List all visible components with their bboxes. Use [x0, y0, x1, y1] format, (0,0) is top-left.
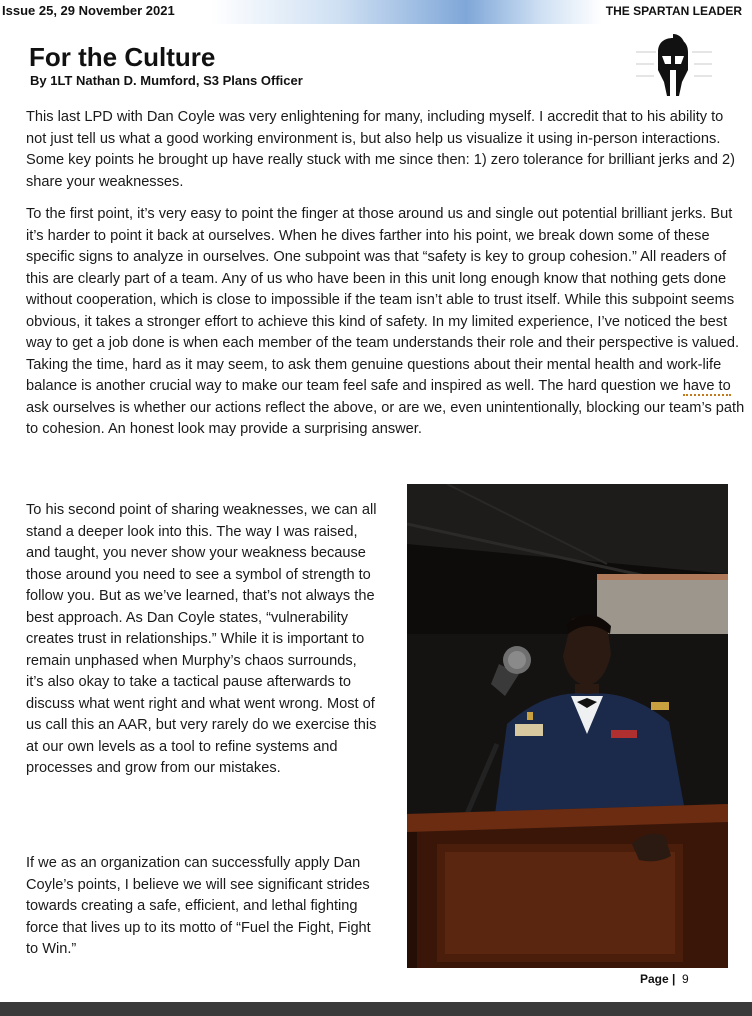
paragraph-2-part-b: ask ourselves is whether our actions reflect the above, or are we, even unintentionally, blocking our team’s path to cohesion. An honest look may provide a surprising answer. — [26, 399, 745, 437]
paragraph-1: This last LPD with Dan Coyle was very enlightening for many, including myself. I accredit that to his ability to not just tell us what a good working environment is, but also help us visualize it using in-person interactions. Some key points he brought up have really stuck with me since then: 1) zero tolerance for brilliant jerks and 2) share your weaknesses. — [26, 109, 735, 190]
article-title: For the Culture — [29, 42, 216, 72]
publication-name: THE SPARTAN LEADER — [605, 4, 742, 18]
spellcheck-flagged-text[interactable]: have to — [682, 378, 731, 394]
issue-date: Issue 25, 29 November 2021 — [2, 3, 175, 18]
page-number-value: 9 — [682, 972, 689, 986]
page-number — [640, 972, 689, 986]
bottom-bar — [0, 1002, 752, 1016]
spartan-helmet-icon — [632, 30, 714, 102]
paragraph-2-part-a: To the first point, it’s very easy to point the finger at those around us and single out potential brilliant jerks. But it’s harder to point it back at ourselves. When he dives farther into his point, we break down some of these specific signs to analyze in ourselves. One subpoint was that “safety is key to group cohesion.” All readers of this are clearly part of a team. Any of us who have been in this unit long enough know that nothing gets done without cooperation, which is close to impossible if the team isn’t able to trust itself. While this subpoint seems obvious, it takes a stronger effort to achieve this kind of safety. In my limited experience, I’ve noticed the best way to get a job done is when each member of the team understands their role and their perspective is valued. Taking the time, hard as it may seem, to ask them genuine questions about their mental health and work-life balance is another crucial way to make our team feel safe and inspired as well. The hard question we — [26, 206, 740, 394]
speaker-photo — [407, 484, 728, 968]
article-byline: By 1LT Nathan D. Mumford, S3 Plans Officer — [30, 73, 303, 88]
paragraph-3: To his second point of sharing weaknesses, we can all stand a deeper look into this. The way I was raised, and taught, you never show your weakness because those around you need to see a symbol of strength to follow you. But as we’ve learned, that’s not always the best approach. As Dan Coyle states, “vulnerability creates trust in relationships.” While it is important to remain unphased when Murphy’s chaos surrounds, it’s also okay to take a tactical pause afterwards to discuss what went right and what went wrong. Most of us call this an AAR, but very rarely do we exercise this at our own levels as a tool to refine systems and processes and grow from our mistakes. — [26, 502, 377, 776]
paragraph-4: If we as an organization can successfully apply Dan Coyle’s points, I believe we will see significant strides towards creating a safe, efficient, and lethal fighting force that lives up to its motto of “Fuel the Fight, Fight to Win.” — [26, 855, 371, 957]
page-label: Page | — [640, 972, 676, 986]
paragraph-2 — [26, 204, 746, 441]
